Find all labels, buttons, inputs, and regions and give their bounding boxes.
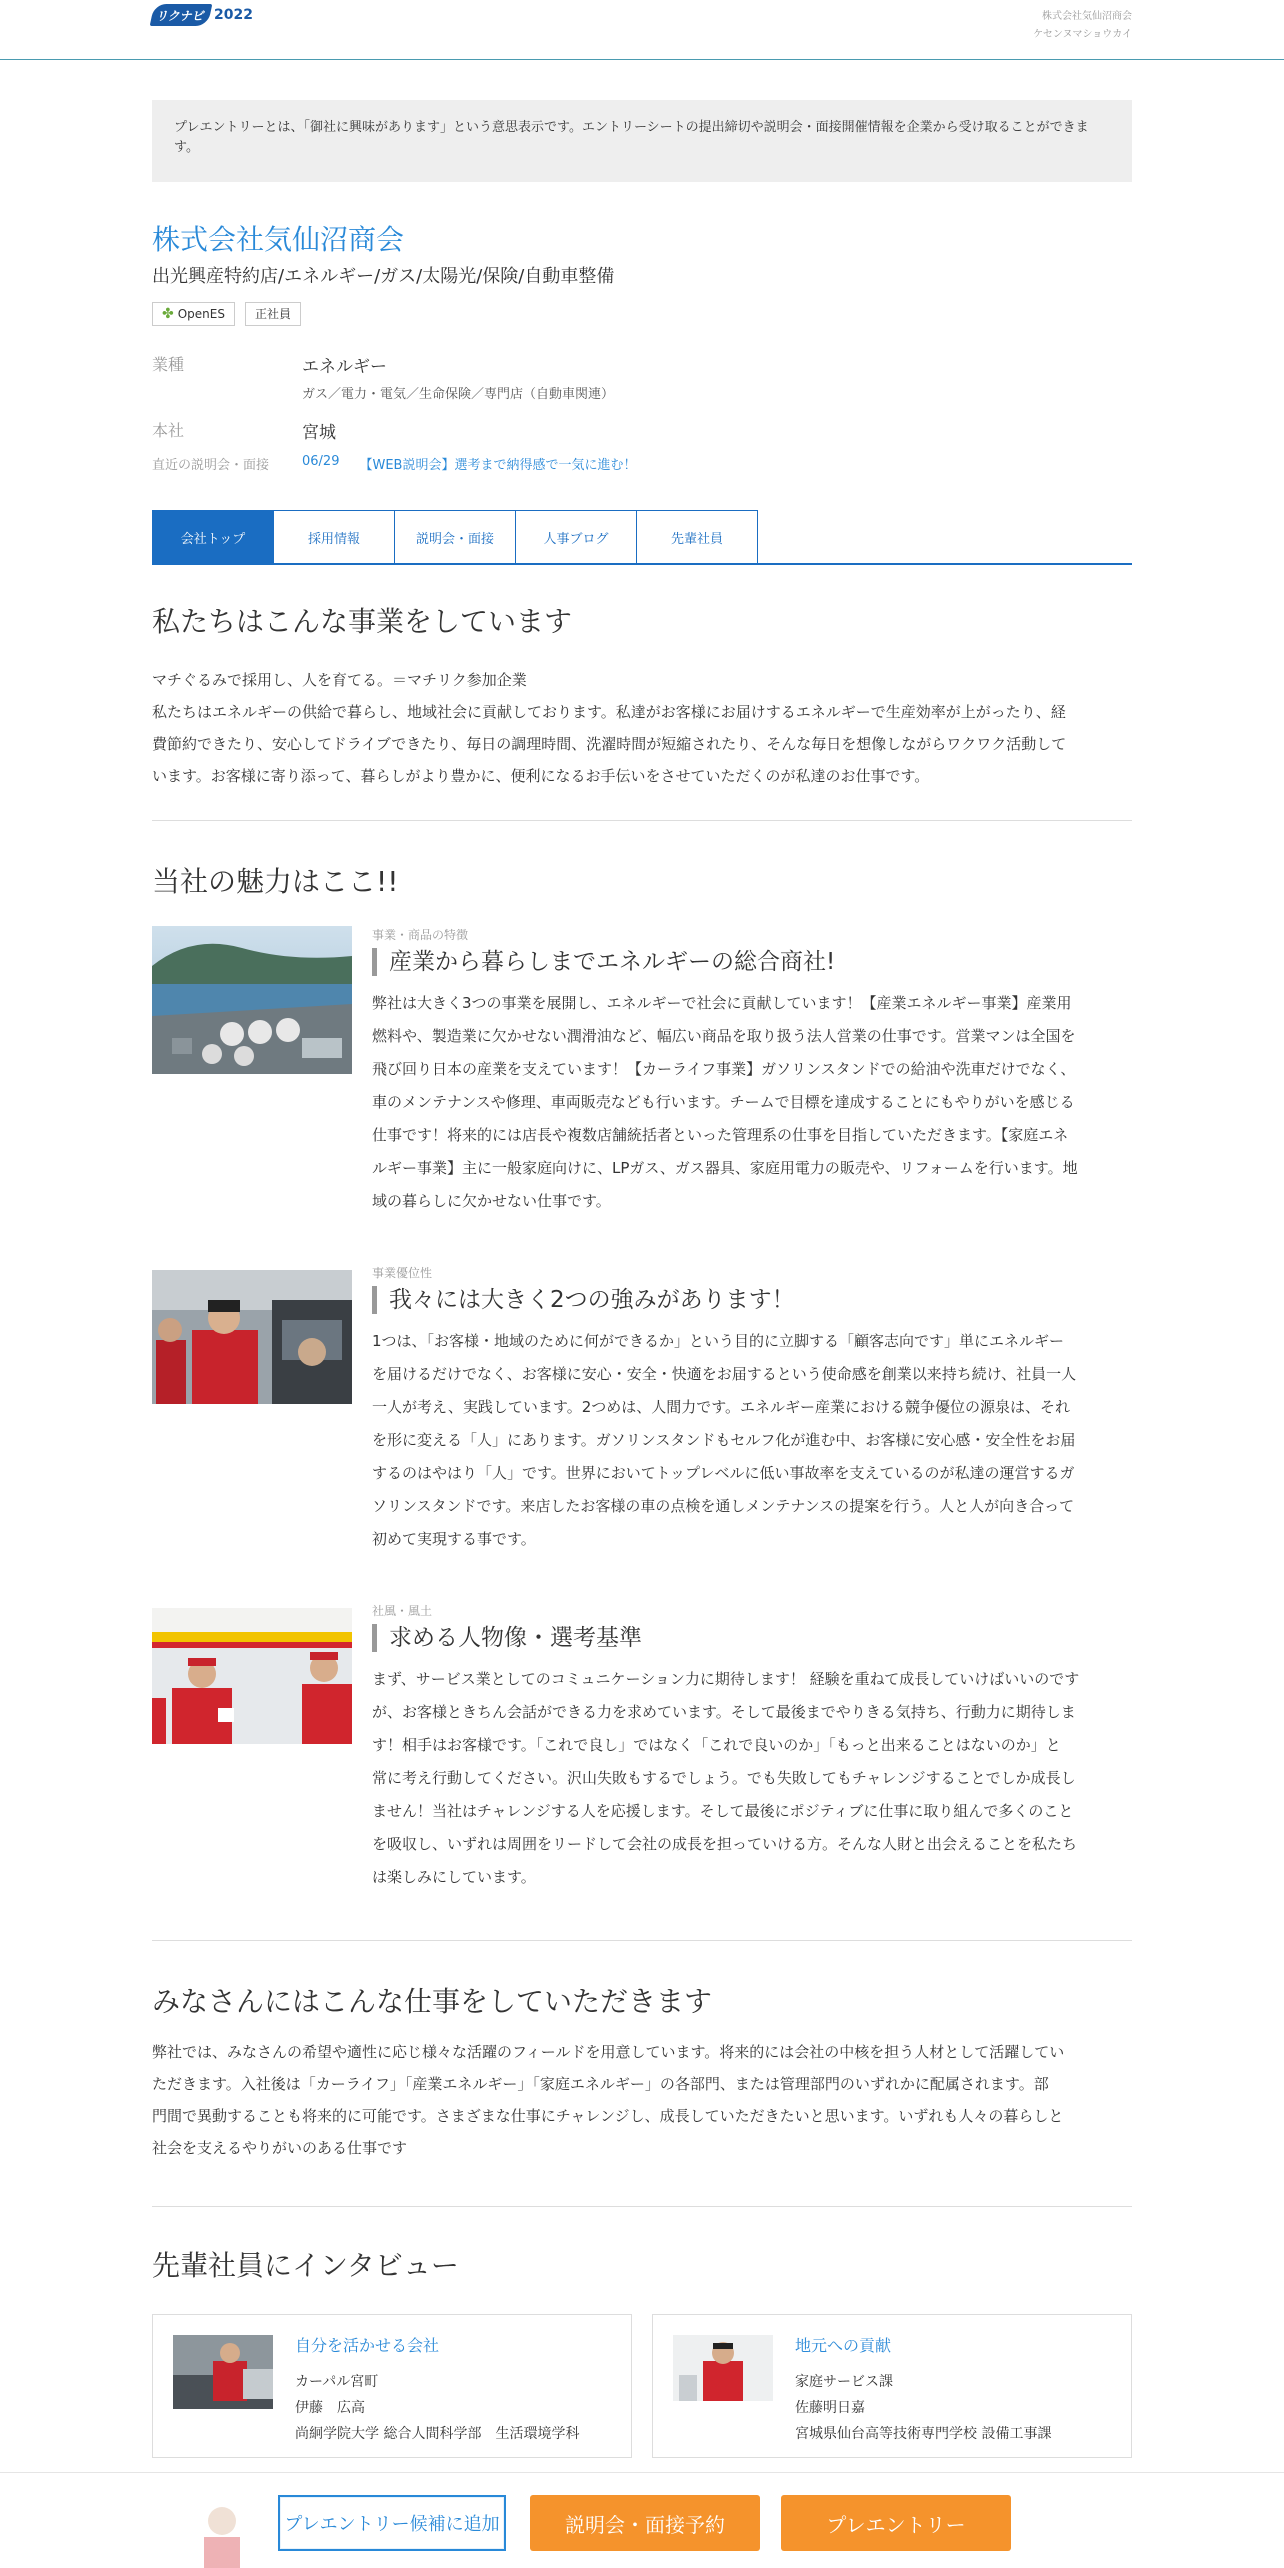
company-info [152, 352, 1132, 473]
feature-title: 我々には大きく2つの強みがあります！ [372, 1286, 795, 1314]
work-line: 門間で異動することも将来的に可能です。さまざまな仕事にチャレンジし、成長していただきたいと思います。いずれも人々の暮らしと [152, 2107, 1064, 2125]
bottom-action-bar [0, 2472, 1284, 2568]
interview-details [295, 2369, 579, 2447]
feature-category: 事業・商品の特徴 [372, 928, 469, 942]
feature-line: 一人が考え、実践しています。2つめは、人間力です。エネルギー産業における競争優位の源泉は、それ [372, 1398, 1071, 1416]
feature-category: 社風・風土 [372, 1604, 433, 1618]
divider [152, 1940, 1132, 1941]
header-company-kana: ケセンヌマショウカイ [1033, 29, 1132, 40]
tag-regular-employee [245, 302, 301, 326]
feature-line: 燃料や、製造業に欠かせない潤滑油など、幅広い商品を取り扱う法人営業の仕事です。営業マンは全国を [372, 1027, 1076, 1045]
feature-title: 求める人物像・選考基準 [372, 1624, 642, 1652]
work-heading: みなさんにはこんな仕事をしていただきます [152, 1985, 713, 2018]
company-subtitle: 出光興産特約店/エネルギー/ガス/太陽光/保険/自動車整備 [152, 266, 615, 287]
feature-image-staff-group [152, 1608, 352, 1744]
divider [152, 2206, 1132, 2207]
business-line: 費節約できたり、安心してドライブできたり、毎日の調理時間、洗濯時間が短縮されたり、そんな毎日を想像しながらワクワク活動して [152, 735, 1067, 753]
tag-openes [152, 302, 235, 326]
feature-line: 仕事です！将来的には店長や複数店舗統括者といった管理系の仕事を目指していただきます。【家庭エネ [372, 1126, 1069, 1144]
hq-row [152, 418, 1132, 454]
seminar-date: 06/29 [302, 454, 340, 469]
feature-line: す！相手はお客様です。「これで良し」ではなく「これで良いのか」「もっと出来ることはないのか」と [372, 1736, 1061, 1754]
work-line: 弊社では、みなさんの希望や適性に応じ様々な活躍のフィールドを用意しています。将来的には会社の中核を担う人材として活躍してい [152, 2043, 1065, 2061]
interview-title[interactable]: 地元への貢献 [795, 2336, 892, 2355]
business-heading: 私たちはこんな事業をしています [152, 605, 573, 638]
interview-card[interactable] [152, 2314, 632, 2458]
interview-dept: カーパル宮町 [295, 2374, 379, 2390]
interview-details [795, 2369, 1051, 2447]
business-line: マチぐるみで採用し、人を育てる。＝マチリク参加企業 [152, 671, 527, 689]
tab-recruitment-info[interactable]: 採用情報 [273, 510, 395, 563]
hq-value: 宮城 [302, 423, 336, 443]
header-company [1033, 8, 1132, 44]
feature-title: 産業から暮らしまでエネルギーの総合商社! [372, 948, 835, 976]
feature-line: は楽しみにしています。 [372, 1868, 536, 1886]
feature-category: 事業優位性 [372, 1266, 433, 1280]
interview-card[interactable] [652, 2314, 1132, 2458]
tab-hr-blog[interactable]: 人事ブログ [515, 510, 637, 563]
tab-company-top[interactable]: 会社トップ [152, 510, 274, 563]
interview-dept: 家庭サービス課 [795, 2374, 893, 2390]
company-tabs [152, 510, 1132, 565]
feature-image-harbor [152, 926, 352, 1074]
company-name: 株式会社気仙沼商会 [152, 223, 405, 256]
industry-label: 業種 [152, 355, 185, 374]
feature-line: するのはやはり「人」です。世界においてトップレベルに低い事故率を支えているのが私達の運営するガ [372, 1464, 1075, 1482]
interview-name: 伊藤 広高 [295, 2400, 365, 2416]
feature-line: 飛び回り日本の産業を支えています！【カーライフ事業】ガソリンスタンドでの給油や洗車だけでなく、 [372, 1060, 1076, 1078]
seminar-reservation-button[interactable]: 説明会・面接予約 [530, 2495, 760, 2551]
feature-image-staff-car [152, 1270, 352, 1404]
rikunabi-logo[interactable] [152, 4, 253, 26]
industry-value: エネルギー [302, 357, 387, 377]
interview-photo [173, 2335, 273, 2409]
interview-school: 宮城県仙台高等技術専門学校 設備工事課 [795, 2426, 1052, 2442]
seminar-row [152, 454, 1132, 473]
work-text [152, 2036, 1132, 2164]
feature-line: を届けるだけでなく、お客様に安心・安全・快適をお届するという使命感を創業以来持ち続け、社員一人 [372, 1365, 1077, 1383]
appeal-heading: 当社の魅力はここ!! [152, 865, 399, 898]
tag-label: 正社員 [254, 307, 291, 321]
feature-line: 1つは、「お客様・地域のために何ができるか」という目的に立脚する「顧客志向です」単にエネルギー [372, 1332, 1065, 1350]
industry-sub: ガス／電力・電気／生命保険／専門店（自動車関連） [302, 387, 615, 402]
feature-body [372, 1663, 1132, 1894]
feature-line: 車のメンテナンスや修理、車両販売なども行います。チームで目標を達成することにもやりがいを感じる [372, 1093, 1075, 1111]
business-text [152, 664, 1132, 792]
business-line: 私たちはエネルギーの供給で暮らし、地域社会に貢献しております。私達がお客様にお届けするエネルギーで生産効率が上がったり、経 [152, 703, 1066, 721]
tag-label: OpenES [177, 307, 225, 321]
logo-mark: リクナビ [150, 4, 213, 26]
interview-name: 佐藤明日嘉 [795, 2400, 865, 2416]
work-line: 社会を支えるやりがいのある仕事です [152, 2139, 408, 2157]
feature-line: が、お客様ときちん会話ができる力を求めています。そして最後までやりきる気持ち、行動力に期待しま [372, 1703, 1076, 1721]
clover-icon: ✤ [162, 306, 174, 322]
feature-line: 弊社は大きく3つの事業を展開し、エネルギーで社会に貢献しています！【産業エネルギー事業】産業用 [372, 994, 1072, 1012]
tab-seminar[interactable]: 説明会・面接 [394, 510, 516, 563]
feature-line: 域の暮らしに欠かせない仕事です。 [372, 1192, 611, 1210]
company-tags [152, 302, 301, 326]
work-line: ただきます。入社後は「カーライフ」「産業エネルギー」「家庭エネルギー」の各部門、または管理部門のいずれかに配属されます。部 [152, 2075, 1049, 2093]
feature-line: 初めて実現する事です。 [372, 1530, 536, 1548]
interview-photo [673, 2335, 773, 2401]
feature-line: を形に変える「人」にあります。ガソリンスタンドもセルフ化が進む中、お客様に安心感・安全性をお届 [372, 1431, 1076, 1449]
feature-body [372, 987, 1132, 1218]
divider [152, 820, 1132, 821]
add-to-candidates-button[interactable]: プレエントリー候補に追加 [278, 2495, 506, 2551]
interview-heading: 先輩社員にインタビュー [152, 2249, 459, 2282]
feature-line: ソリンスタンドです。来店したお客様の車の点検を通しメンテナンスの提案を行う。人と人が向き合って [372, 1497, 1075, 1515]
pre-entry-button[interactable]: プレエントリー [781, 2495, 1011, 2551]
site-header [0, 0, 1284, 60]
feature-line: まず、サービス業としてのコミュニケーション力に期待します！ 経験を重ねて成長していけばいいのです [372, 1670, 1080, 1688]
feature-line: 常に考え行動してください。沢山失敗もするでしょう。でも失敗してもチャレンジすることでしか成長し [372, 1769, 1076, 1787]
ghost-avatar [196, 2499, 248, 2568]
industry-row [152, 352, 1132, 412]
hq-label: 本社 [152, 421, 185, 440]
interview-school: 尚絅学院大学 総合人間科学部 生活環境学科 [295, 2426, 580, 2442]
feature-line: ルギー事業】主に一般家庭向けに、LPガス、ガス器具、家庭用電力の販売や、リフォームを行います。地 [372, 1159, 1078, 1177]
tab-senior-staff[interactable]: 先輩社員 [636, 510, 758, 563]
seminar-link[interactable]: 【WEB説明会】選考まで納得感で一気に進む！ [359, 458, 637, 473]
feature-line: を吸収し、いずれは周囲をリードして会社の成長を担っていける方。そんな人財と出会えることを私たち [372, 1835, 1078, 1853]
logo-year: 2022 [214, 7, 253, 23]
business-line: います。お客様に寄り添って、暮らしがより豊かに、便利になるお手伝いをさせていただくのが私達のお仕事です。 [152, 767, 930, 785]
feature-body [372, 1325, 1132, 1556]
seminar-label: 直近の説明会・面接 [152, 458, 270, 473]
feature-line: ません！当社はチャレンジする人を応援します。そして最後にポジティブに仕事に取り組んで多くのこと [372, 1802, 1074, 1820]
header-company-name: 株式会社気仙沼商会 [1042, 11, 1132, 22]
interview-title[interactable]: 自分を活かせる会社 [295, 2336, 440, 2355]
pre-entry-notice: プレエントリーとは、「御社に興味があります」という意思表示です。エントリーシートの提出締切や説明会・面接開催情報を企業から受け取ることができます。 [152, 100, 1132, 182]
